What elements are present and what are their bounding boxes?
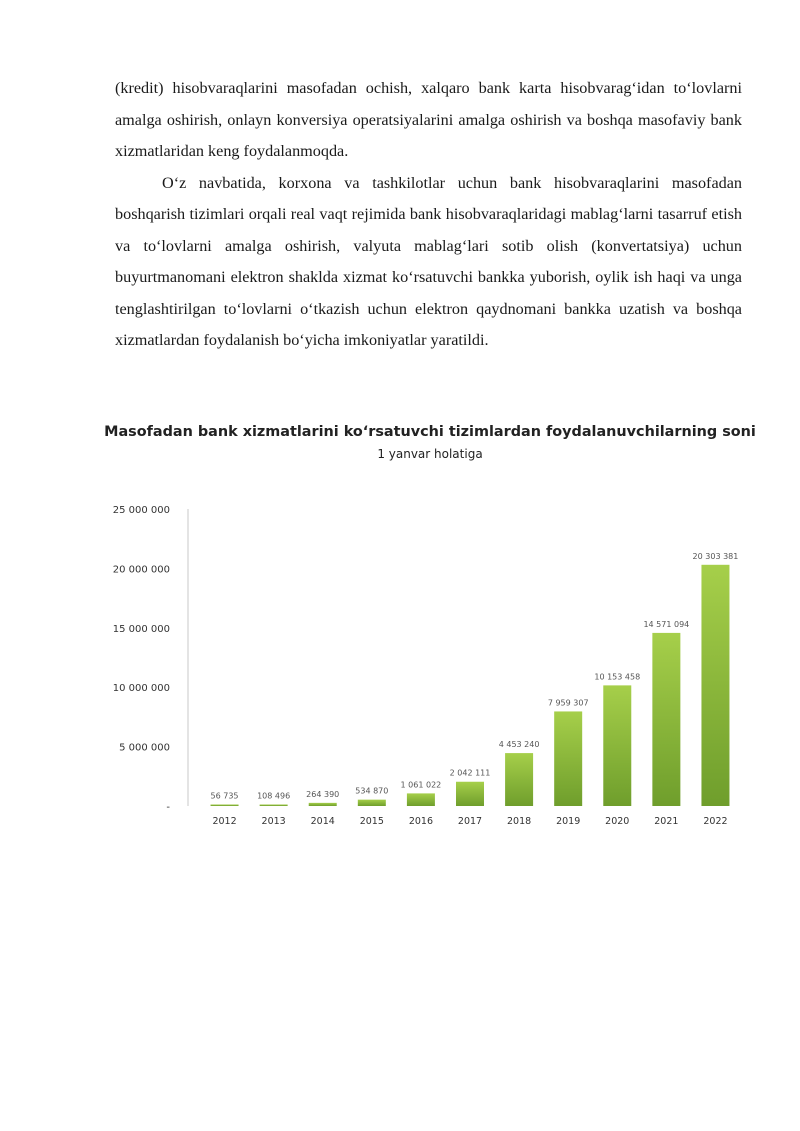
y-tick-label: 20 000 000 — [112, 564, 170, 576]
chart-plot — [100, 420, 760, 840]
y-tick-label: 10 000 000 — [112, 683, 170, 695]
x-tick-label-2015: 2015 — [359, 816, 384, 827]
data-label-2021: 14 571 094 — [643, 619, 690, 629]
x-tick-label-2014: 2014 — [310, 816, 335, 827]
x-tick-label-2022: 2022 — [703, 816, 728, 827]
chart-subtitle: 1 yanvar holatiga — [377, 447, 483, 461]
bar-2021 — [652, 633, 680, 806]
bar-2015 — [358, 800, 386, 806]
bar-2022 — [701, 565, 729, 806]
x-tick-label-2012: 2012 — [212, 816, 237, 827]
paragraph-2: O‘z navbatida, korxona va tashkilotlar uchun bank hisobvaraqlarini masofadan boshqarish tizimlari orqali real vaqt rejimida bank hisobvaraqlaridagi mablag‘larni tasarruf etish va to‘lovlarni amalga oshirish, valyuta mablag‘lari sotib olish (konvertatsiya) uchun buyurtmanomani elektron shaklda xizmat ko‘rsatuvchi bankka yuborish, oylik ish haqi va unga tenglashtirilgan to‘lovlarni o‘tkazish uchun elektron qaydnomani bankka uzatish va boshqa xizmatlardan foydalanish bo‘yicha imkoniyatlar yaratildi. — [115, 173, 742, 349]
x-tick-label-2018: 2018 — [506, 816, 532, 827]
x-tick-label-2017: 2017 — [457, 816, 483, 827]
x-tick-label-2013: 2013 — [261, 816, 286, 827]
data-label-2012: 56 735 — [210, 791, 239, 801]
y-tick-label: 25 000 000 — [112, 505, 170, 516]
body-text — [115, 73, 742, 357]
data-label-2017: 2 042 111 — [449, 768, 491, 778]
bar-2013 — [260, 805, 288, 807]
data-label-2013: 108 496 — [257, 791, 291, 801]
paragraph-1: (kredit) hisobvaraqlarini masofadan ochish, xalqaro bank karta hisobvarag‘idan to‘lovlarni amalga oshirish, onlayn konversiya operatsiyalarini amalga oshirish va boshqa masofaviy bank xizmatlaridan keng foydalanmoqda. — [115, 79, 742, 160]
x-tick-label-2020: 2020 — [605, 816, 630, 827]
y-tick-label: - — [166, 802, 170, 813]
y-tick-label: 5 000 000 — [119, 742, 170, 754]
data-label-2016: 1 061 022 — [400, 780, 442, 790]
x-tick-label-2016: 2016 — [408, 816, 434, 827]
data-label-2020: 10 153 458 — [594, 672, 641, 682]
chart-title: Masofadan bank xizmatlarini ko‘rsatuvchi tizimlardan foydalanuvchilarning soni — [104, 424, 756, 440]
y-tick-label: 15 000 000 — [112, 623, 170, 635]
data-label-2019: 7 959 307 — [547, 698, 589, 708]
x-tick-label-2021: 2021 — [654, 816, 679, 827]
bar-2012 — [211, 805, 239, 807]
data-label-2022: 20 303 381 — [692, 551, 739, 561]
bar-2014 — [309, 803, 337, 806]
x-tick-label-2019: 2019 — [556, 816, 581, 827]
bar-2020 — [603, 685, 631, 806]
bar-2017 — [456, 782, 484, 806]
data-label-2018: 4 453 240 — [498, 740, 540, 750]
bar-2018 — [505, 753, 533, 806]
data-label-2015: 534 870 — [355, 786, 389, 796]
bar-2016 — [407, 793, 435, 806]
data-label-2014: 264 390 — [306, 789, 340, 799]
bar-chart — [100, 420, 760, 840]
bar-2019 — [554, 711, 582, 806]
